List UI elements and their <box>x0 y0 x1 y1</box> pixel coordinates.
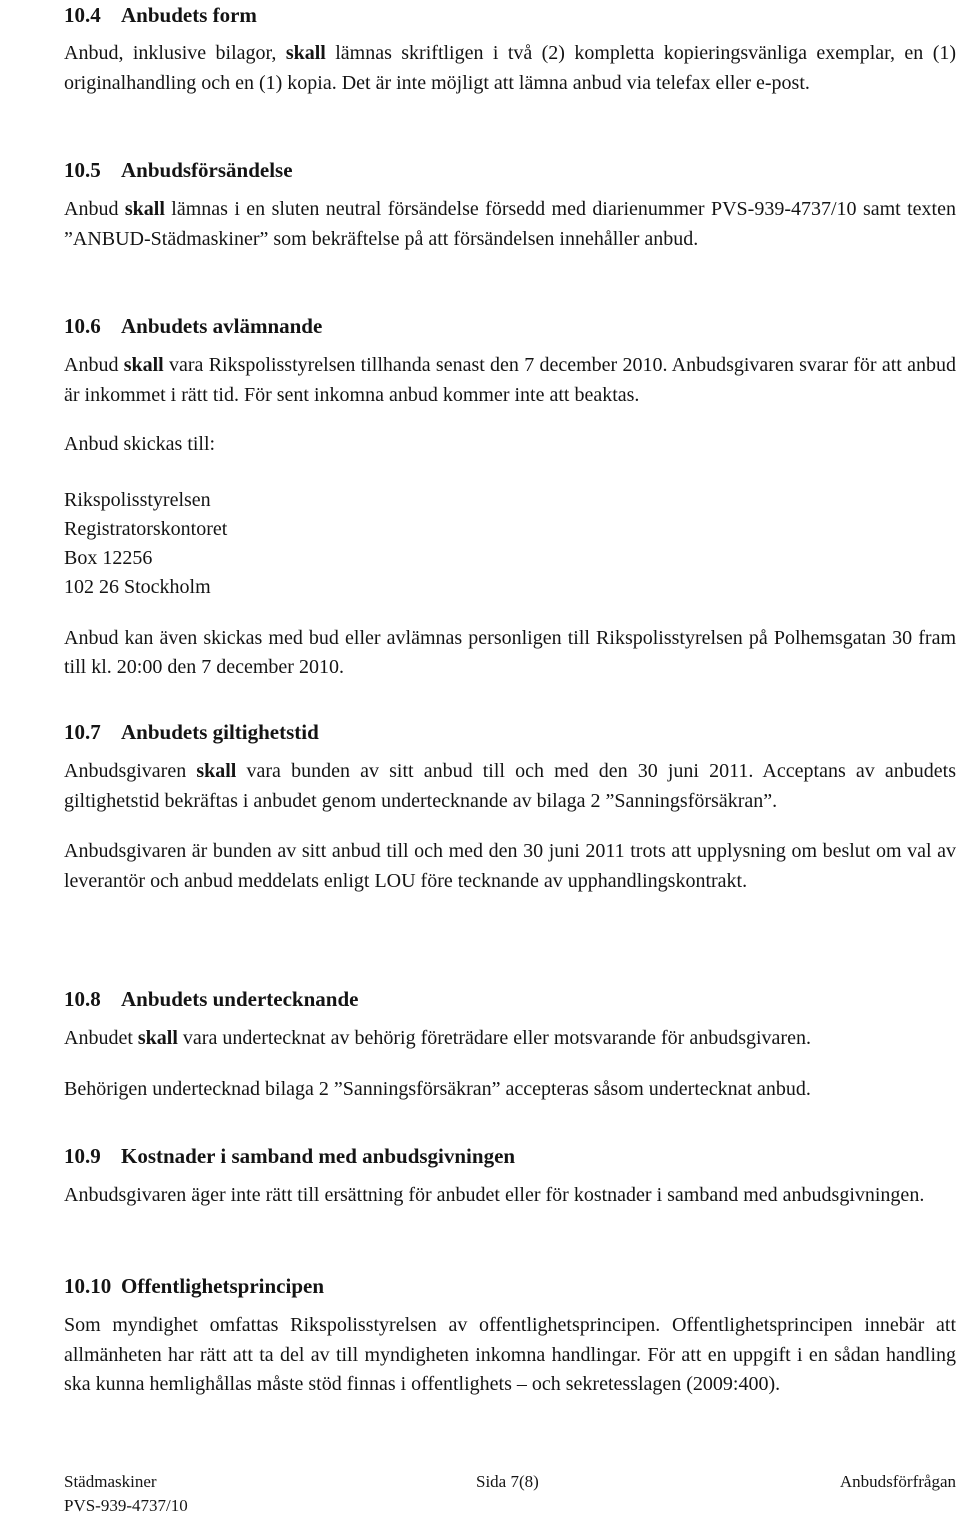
section-heading <box>64 1273 956 1299</box>
footer-doc-title: Städmaskiner <box>64 1472 157 1491</box>
footer-left <box>64 1470 188 1518</box>
section-10-8 <box>64 986 956 1104</box>
section-title: Anbudets giltighetstid <box>121 720 319 744</box>
paragraph <box>64 39 956 98</box>
section-10-9 <box>64 1143 956 1211</box>
paragraph: Behörigen undertecknad bilaga 2 ”Sanningsförsäkran” accepteras såsom undertecknat anbud. <box>64 1077 811 1100</box>
address-line: Rikspolisstyrelsen <box>64 488 211 511</box>
text: lämnas skriftligen i två (2) kompletta kopieringsvänliga exemplar, en (1) originalhandling och en (1) kopia. Det är inte möjligt att lämna anbud via telefax eller e-post. <box>64 42 957 94</box>
paragraph: Som myndighet omfattas Rikspolisstyrelsen av offentlighetsprincipen. Offentlighetsprincipen innebär att allmänheten har rätt att ta del av till myndigheten inkomna handlingar. För att en uppgift i en sådan handling ska kunna hemlighållas måste stöd finnas i offentlighets – och sekretesslagen (2009:400). <box>64 1314 956 1395</box>
paragraph <box>64 1024 956 1054</box>
address-line: Registratorskontoret <box>64 517 228 540</box>
section-heading <box>64 719 956 745</box>
paragraph <box>64 195 956 254</box>
section-10-5 <box>64 157 956 254</box>
text: Anbud, inklusive bilagor, <box>64 42 286 64</box>
text: lämnas i en sluten neutral försändelse försedd med diarienummer PVS-939-4737/10 samt texten ”ANBUD-Städmaskiner” som bekräftelse på att försändelsen innehåller anbud. <box>64 198 956 250</box>
text: Anbud <box>64 354 124 376</box>
text: Anbudet <box>64 1027 138 1049</box>
bold-text: skall <box>123 354 164 376</box>
text: vara undertecknat av behörig företrädare eller motsvarande för anbudsgivaren. <box>177 1027 811 1049</box>
bold-text: skall <box>196 760 237 782</box>
address-line: Box 12256 <box>64 546 153 569</box>
section-title: Anbudets form <box>121 3 257 27</box>
section-number: 10.4 <box>64 3 101 27</box>
page-footer <box>64 1470 956 1516</box>
section-title: Kostnader i samband med anbudsgivningen <box>121 1144 516 1168</box>
section-heading <box>64 986 956 1012</box>
section-number: 10.5 <box>64 158 101 182</box>
section-heading <box>64 2 956 28</box>
section-title: Anbudets avlämnande <box>121 314 323 338</box>
section-number: 10.6 <box>64 314 101 338</box>
paragraph: Anbud kan även skickas med bud eller avlämnas personligen till Rikspolisstyrelsen på Polhemsgatan 30 fram till kl. 20:00 den 7 december 2010. <box>64 626 956 678</box>
paragraph <box>64 757 956 816</box>
text: vara bunden av sitt anbud till och med den 30 juni 2011. Acceptans av anbudets giltighetstid bekräftas i anbudet genom undertecknande av bilaga 2 ”Sanningsförsäkran”. <box>64 760 956 812</box>
section-number: 10.7 <box>64 720 101 744</box>
section-10-6 <box>64 313 956 683</box>
paragraph: Anbudsgivaren är bunden av sitt anbud till och med den 30 juni 2011 trots att upplysning om beslut om val av leverantör och anbud meddelats enligt LOU före tecknande av upphandlingskontrakt. <box>64 840 956 892</box>
bold-text: skall <box>137 1027 178 1049</box>
section-title: Anbudsförsändelse <box>121 158 293 182</box>
section-title: Offentlighetsprincipen <box>121 1274 324 1298</box>
paragraph: Anbud skickas till: <box>64 433 216 455</box>
section-title: Anbudets undertecknande <box>121 987 359 1011</box>
paragraph: Anbudsgivaren äger inte rätt till ersättning för anbudet eller för kostnader i samband med anbudsgivningen. <box>64 1184 925 1206</box>
address-block <box>64 486 956 602</box>
section-10-4 <box>64 0 956 98</box>
section-number: 10.10 <box>64 1274 112 1298</box>
section-heading <box>64 157 956 183</box>
address-line: 102 26 Stockholm <box>64 575 211 598</box>
section-10-7 <box>64 719 956 896</box>
paragraph <box>64 351 956 410</box>
section-heading <box>64 313 956 339</box>
footer-page-number: Sida 7(8) <box>476 1472 539 1491</box>
text: vara Rikspolisstyrelsen tillhanda senast den 7 december 2010. Anbudsgivaren svarar för att anbud är inkommet i rätt tid. För sent inkomna anbud kommer inte att beaktas. <box>64 354 956 406</box>
section-10-10 <box>64 1273 956 1400</box>
bold-text: skall <box>124 198 165 220</box>
footer-doc-number: PVS-939-4737/10 <box>64 1496 188 1515</box>
text: Anbud <box>64 198 125 220</box>
section-number: 10.8 <box>64 987 101 1011</box>
text: Anbudsgivaren <box>64 760 197 782</box>
footer-doc-type: Anbudsförfrågan <box>839 1472 956 1491</box>
section-number: 10.9 <box>64 1144 101 1168</box>
bold-text: skall <box>285 42 326 64</box>
section-heading <box>64 1143 956 1169</box>
